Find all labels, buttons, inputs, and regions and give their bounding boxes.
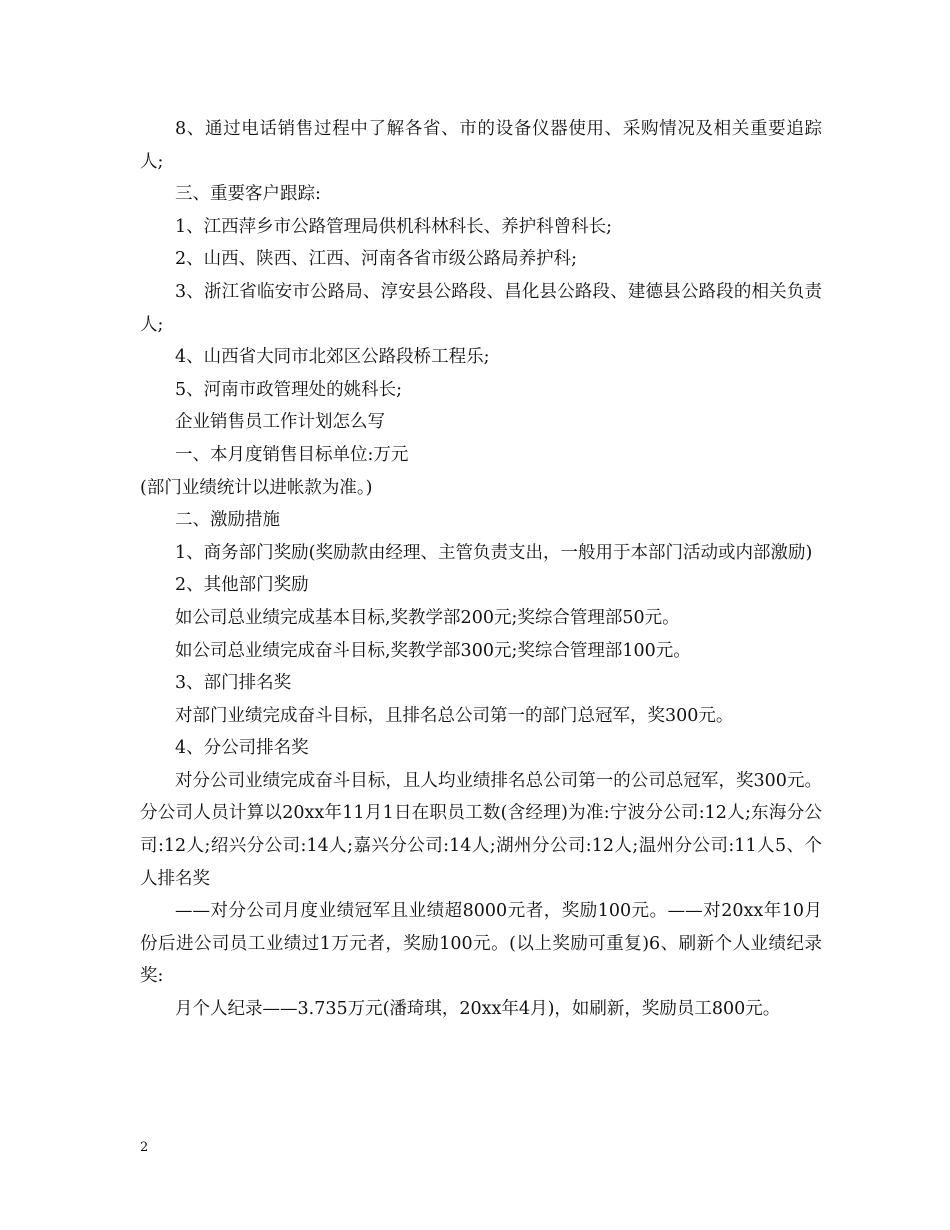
paragraph: 对分公司业绩完成奋斗目标，且人均业绩排名总公司第一的公司总冠军，奖300元。分公司人员计算以20xx年11月1日在职员工数(含经理)为准:宁波分公司:12人;东海分公司:12人;绍兴分公司:14人;嘉兴分公司:14人;湖州分公司:12人;温州分公司:11人5、个人排名奖 xyxy=(140,770,822,889)
list-item: 2、山西、陕西、江西、河南各省市级公路局养护科; xyxy=(175,249,578,270)
paragraph: ——对分公司月度业绩冠军且业绩超8000元者，奖励100元。——对20xx年10月份后进公司员工业绩过1万元者，奖励100元。(以上奖励可重复)6、刷新个人业绩纪录奖: xyxy=(140,901,822,987)
section-heading: 一、本月度销售目标单位:万元 xyxy=(175,444,409,465)
paragraph: 如公司总业绩完成基本目标,奖教学部200元;奖综合管理部50元。 xyxy=(175,607,680,628)
list-item: 4、山西省大同市北郊区公路段桥工程乐; xyxy=(175,347,490,368)
list-item: 4、分公司排名奖 xyxy=(175,738,309,759)
paragraph: 如公司总业绩完成奋斗目标,奖教学部300元;奖综合管理部100元。 xyxy=(175,640,691,661)
paragraph: 对部门业绩完成奋斗目标，且排名总公司第一的部门总冠军，奖300元。 xyxy=(175,705,734,726)
list-item: 1、商务部门奖励(奖励款由经理、主管负责支出，一般用于本部门活动或内部激励) xyxy=(175,542,813,563)
list-item: 3、浙江省临安市公路局、淳安县公路段、昌化县公路段、建德县公路段的相关负责人; xyxy=(140,281,822,335)
section-heading: 二、激励措施 xyxy=(175,510,280,531)
section-heading: 三、重要客户跟踪: xyxy=(175,184,321,205)
page-number: 2 xyxy=(140,1140,149,1155)
list-item: 2、其他部门奖励 xyxy=(175,575,309,596)
paragraph: 月个人纪录——3.735万元(潘琦琪，20xx年4月)，如刷新，奖励员工800元。 xyxy=(175,999,781,1020)
document-title: 企业销售员工作计划怎么写 xyxy=(175,412,385,433)
list-item: 3、部门排名奖 xyxy=(175,673,292,694)
document-body xyxy=(140,113,822,1026)
list-item: 5、河南市政管理处的姚科长; xyxy=(175,379,403,400)
list-item: 1、江西萍乡市公路管理局供机科林科长、养护科曾科长; xyxy=(175,216,613,237)
paragraph: (部门业绩统计以进帐款为准。) xyxy=(140,477,373,498)
paragraph: 8、通过电话销售过程中了解各省、市的设备仪器使用、采购情况及相关重要追踪人; xyxy=(140,119,822,172)
